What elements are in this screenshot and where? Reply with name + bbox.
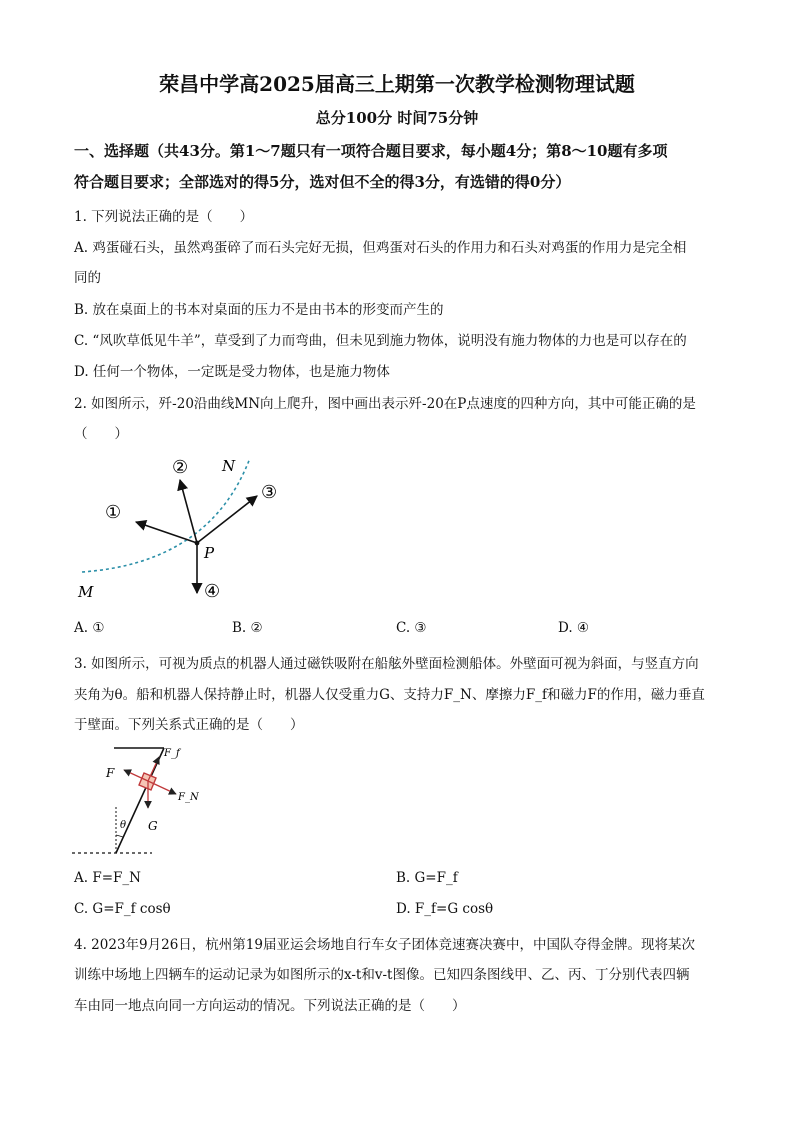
velocity-arrow-2 — [180, 480, 197, 543]
label-g: G — [148, 819, 158, 833]
wall-incline — [116, 748, 164, 853]
section-heading-line1: 一、选择题（共43分。第1～7题只有一项符合题目要求，每小题4分；第8～10题有多项 — [74, 142, 668, 160]
q1-option-d: D. 任何一个物体，一定既是受力物体，也是施力物体 — [74, 364, 390, 380]
velocity-arrow-3 — [197, 496, 257, 543]
label-f: F — [106, 766, 115, 780]
velocity-arrow-1 — [136, 522, 197, 543]
q1-stem: 1. 下列说法正确的是（ ） — [74, 209, 254, 225]
exam-info: 总分100分 时间75分钟 — [315, 109, 479, 127]
q2-option-c: C. ③ — [396, 620, 427, 636]
q4-stem-cont: 训练中场地上四辆车的运动记录为如图所示的x-t和v-t图像。已知四条图线甲、乙、丙、丁分别代表四辆 — [74, 967, 690, 983]
q2-option-a: A. ① — [74, 620, 105, 636]
q2-stem-cont: （ ） — [74, 426, 128, 442]
q3-wall-robot-figure — [66, 740, 206, 862]
label-p: P — [204, 544, 215, 562]
q2-option-d: D. ④ — [558, 620, 590, 636]
q2-stem: 2. 如图所示，歼-20沿曲线MN向上爬升，图中画出表示歼-20在P点速度的四种方向，其中可能正确的是 — [74, 396, 696, 412]
q3-stem-cont: 夹角为θ。船和机器人保持静止时，机器人仅受重力G、支持力F_N、摩擦力F_f和磁力F的作用，磁力垂直 — [74, 687, 705, 703]
q2-velocity-figure — [70, 448, 310, 608]
label-arrow-1: ① — [105, 502, 122, 523]
q3-stem-cont2: 于壁面。下列关系式正确的是（ ） — [74, 717, 304, 733]
q3-option-b: B. G=F_f — [396, 870, 458, 886]
q4-stem: 4. 2023年9月26日，杭州第19届亚运会场地自行车女子团体竞速赛决赛中，中国队夺得金牌。现将某次 — [74, 937, 695, 953]
label-arrow-4: ④ — [204, 581, 221, 602]
q2-option-b: B. ② — [232, 620, 263, 636]
q3-option-c: C. G=F_f cosθ — [74, 901, 171, 917]
label-arrow-2: ② — [172, 457, 189, 478]
q1-option-b: B. 放在桌面上的书本对桌面的压力不是由书本的形变而产生的 — [74, 302, 444, 318]
label-n: N — [222, 457, 236, 475]
label-theta: θ — [120, 820, 127, 831]
label-arrow-3: ③ — [261, 482, 278, 503]
q4-stem-cont2: 车由同一地点向同一方向运动的情况。下列说法正确的是（ ） — [74, 998, 466, 1014]
page-title: 荣昌中学高2025届高三上期第一次教学检测物理试题 — [159, 72, 635, 96]
theta-arc — [116, 835, 123, 837]
section-heading-line2: 符合题目要求；全部选对的得5分，选对但不全的得3分，有选错的得0分） — [74, 173, 571, 191]
q3-option-d: D. F_f=G cosθ — [396, 901, 494, 917]
q1-option-a: A. 鸡蛋碰石头，虽然鸡蛋碎了而石头完好无损，但鸡蛋对石头的作用力和石头对鸡蛋的作用力是完全相 — [74, 240, 687, 256]
q3-option-a: A. F=F_N — [74, 870, 141, 886]
q1-option-c: C. “风吹草低见牛羊”，草受到了力而弯曲，但未见到施力物体，说明没有施力物体的力也是可以存在的 — [74, 333, 687, 349]
q3-stem: 3. 如图所示，可视为质点的机器人通过磁铁吸附在船舷外壁面检测船体。外壁面可视为斜面，与竖直方向 — [74, 656, 699, 672]
label-m: M — [78, 583, 94, 601]
q1-option-a-cont: 同的 — [74, 270, 101, 286]
label-ff: F_f — [164, 748, 180, 759]
label-fn: F_N — [178, 792, 199, 803]
